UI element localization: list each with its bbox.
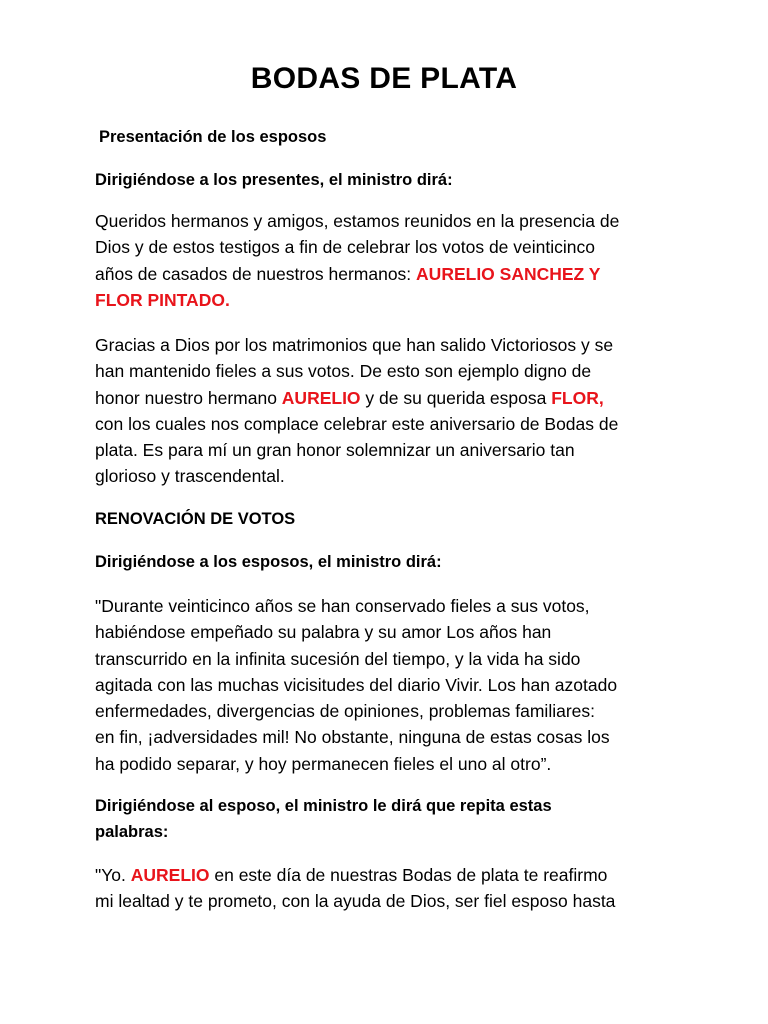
paragraph-line: han mantenido fieles a sus votos. De esto son ejemplo digno de: [95, 361, 592, 382]
instruction-heading-presentes: Dirigiéndose a los presentes, el ministro dirá:: [95, 171, 453, 189]
heading-line: palabras:: [95, 823, 169, 841]
paragraph-line: plata. Es para mí un gran honor solemnizar un aniversario tan: [95, 440, 575, 461]
section-heading-presentacion: Presentación de los esposos: [99, 128, 327, 146]
paragraph-line: con los cuales nos complace celebrar este aniversario de Bodas de: [95, 413, 619, 434]
paragraph-line: agitada con las muchas vicisitudes del diario Vivir. Los han azotado: [95, 674, 618, 695]
paragraph-line: [95, 385, 685, 411]
paragraph-text: "Yo.: [95, 865, 131, 885]
couple-name-highlight: AURELIO SANCHEZ Y: [416, 263, 601, 284]
paragraph-line: enfermedades, divergencias de opiniones, problemas familiares:: [95, 701, 595, 722]
paragraph-line: mi lealtad y te prometo, con la ayuda de Dios, ser fiel esposo hasta: [95, 891, 616, 912]
paragraph-text: y de su querida esposa: [360, 387, 552, 408]
paragraph-line: Dios y de estos testigos a fin de celebrar los votos de veinticinco: [95, 237, 595, 258]
paragraph-line: Queridos hermanos y amigos, estamos reunidos en la presencia de: [95, 211, 620, 231]
instruction-heading-esposos: Dirigiéndose a los esposos, el ministro dirá:: [95, 553, 442, 571]
section-heading-renovacion: RENOVACIÓN DE VOTOS: [95, 510, 296, 528]
paragraph-promesa: [95, 862, 685, 915]
paragraph-line: transcurrido en la infinita sucesión del tiempo, y la vida ha sido: [95, 648, 581, 669]
paragraph-bienvenida: [95, 208, 685, 313]
paragraph-text: en este día de nuestras Bodas de plata te reafirmo: [209, 865, 608, 885]
paragraph-line: [95, 862, 685, 888]
paragraph-line: [95, 287, 685, 313]
paragraph-line: glorioso y trascendental.: [95, 466, 285, 487]
couple-name-highlight: FLOR PINTADO.: [95, 289, 230, 310]
page-title: BODAS DE PLATA: [250, 62, 518, 95]
paragraph-gracias: [95, 332, 685, 490]
groom-name-highlight: AURELIO: [281, 387, 361, 408]
instruction-heading-esposo: [95, 793, 685, 845]
heading-line: Dirigiéndose al esposo, el ministro le dirá que repita estas: [95, 797, 552, 815]
paragraph-line: ha podido separar, y hoy permanecen fieles el uno al otro”.: [95, 753, 552, 774]
paragraph-text: honor nuestro hermano: [95, 387, 282, 408]
paragraph-line: "Durante veinticinco años se han conservado fieles a sus votos,: [95, 596, 590, 616]
paragraph-votos: [95, 593, 685, 777]
paragraph-text: años de casados de nuestros hermanos:: [95, 263, 417, 284]
groom-name-highlight: AURELIO: [130, 865, 210, 885]
paragraph-line: en fin, ¡adversidades mil! No obstante, ninguna de estas cosas los: [95, 727, 610, 748]
paragraph-line: [95, 261, 685, 287]
paragraph-line: habiéndose empeñado su palabra y su amor Los años han: [95, 622, 552, 643]
paragraph-line: Gracias a Dios por los matrimonios que han salido Victoriosos y se: [95, 335, 614, 355]
bride-name-highlight: FLOR,: [551, 387, 604, 408]
